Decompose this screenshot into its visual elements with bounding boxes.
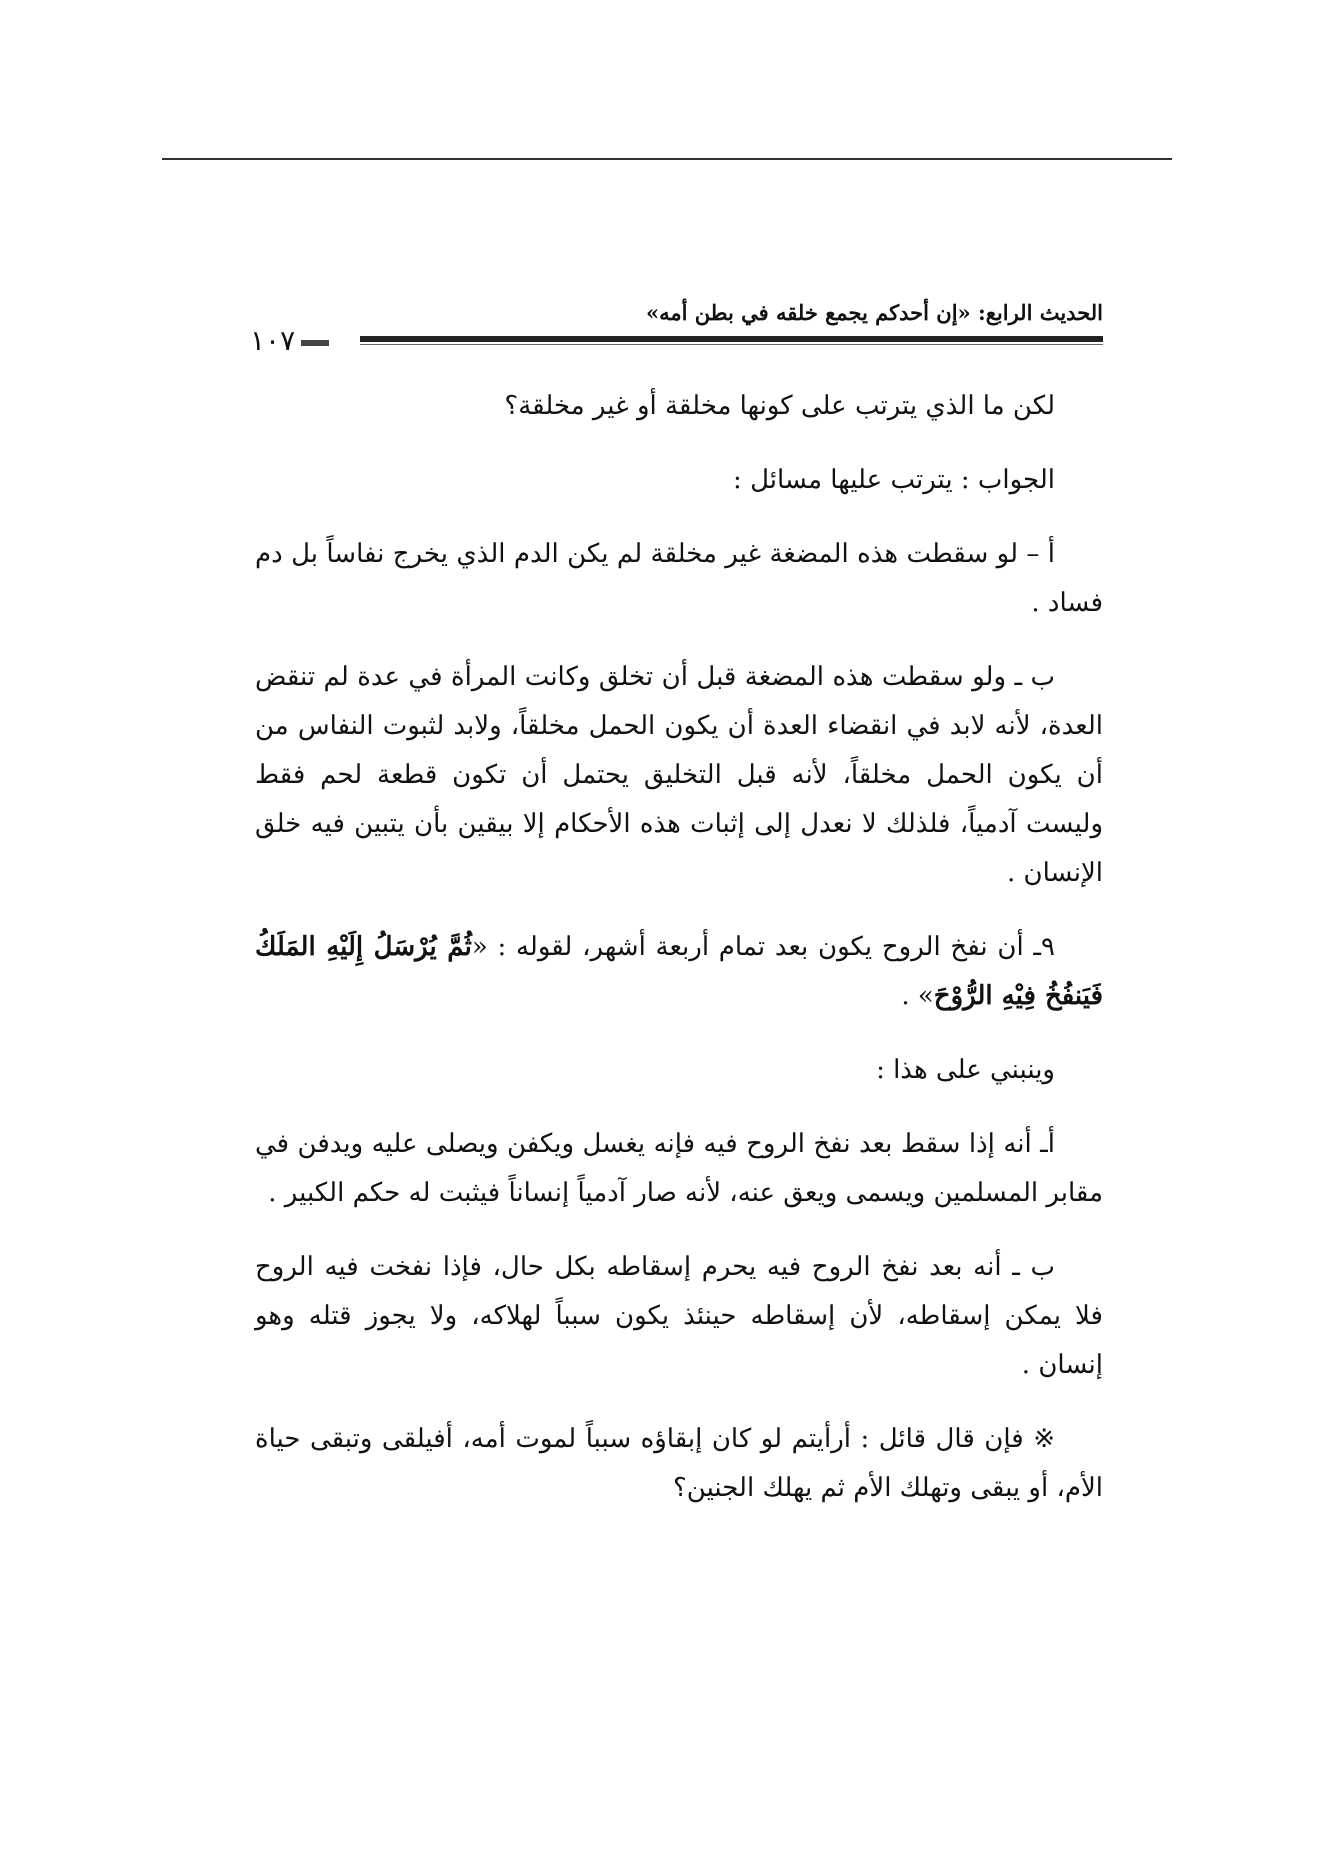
quote-lead: ٩ـ أن نفخ الروح يكون بعد تمام أربعة أشهر، لقوله : « [471, 932, 1055, 962]
paragraph: أ – لو سقطت هذه المضغة غير مخلقة لم يكن الدم الذي يخرج نفاساً بل دم فساد . [255, 539, 1103, 618]
page-number-ornament [301, 340, 329, 346]
paragraph: ※ فإن قال قائل : أرأيتم لو كان إبقاؤه سبباً لموت أمه، أفيلقى وتبقى حياة الأم، أو يبقى وتهلك الأم ثم يهلك الجنين؟ [255, 1424, 1103, 1503]
paragraph: ب ـ أنه بعد نفخ الروح فيه يحرم إسقاطه بكل حال، فإذا نفخت فيه الروح فلا يمكن إسقاطه، لأن إسقاطه حينئذ يكون سبباً لهلاكه، ولا يجوز قتله وهو إنسان . [255, 1252, 1103, 1380]
quote-tail: » . [901, 981, 934, 1011]
paragraph: وينبني على هذا : [876, 1055, 1055, 1085]
paragraph: لكن ما الذي يترتب على كونها مخلقة أو غير مخلقة؟ [504, 391, 1055, 421]
page-number [250, 322, 329, 360]
top-rule [162, 158, 1172, 160]
paragraph: ب ـ ولو سقطت هذه المضغة قبل أن تخلق وكانت المرأة في عدة لم تنقض العدة، لأنه لابد في انقضاء العدة أن يكون الحمل مخلقاً، ولابد لثبوت النفاس من أن يكون الحمل مخلقاً، لأنه قبل التخليق يحتمل أن تكون قطعة لحم فقط وليست آدمياً، فلذلك لا نعدل إلى إثبات هذه الأحكام إلا بيقين بأن يتبين فيه خلق الإنسان . [255, 662, 1104, 888]
header-rule [360, 336, 1103, 342]
paragraph: الجواب : يترتب عليها مسائل : [733, 465, 1055, 495]
running-header-title: الحديث الرابع: «إن أحدكم يجمع خلقه في بطن أمه» [646, 300, 1103, 325]
page-number-text: ١٠٧ [250, 324, 296, 357]
body-text [255, 382, 1103, 1538]
header-rule-thin [360, 344, 1103, 345]
paragraph: أـ أنه إذا سقط بعد نفخ الروح فيه فإنه يغسل ويكفن ويصلى عليه ويدفن في مقابر المسلمين ويسمى ويعق عنه، لأنه صار آدمياً إنساناً فيثبت له حكم الكبير . [255, 1129, 1103, 1208]
paragraph-hadith-quote [255, 923, 1103, 1021]
hadith-quote: ثُمَّ يُرْسَلُ إِلَيْهِ المَلَكُ فَيَنفُخُ فِيْهِ الرُّوْحَ [255, 932, 1103, 1011]
